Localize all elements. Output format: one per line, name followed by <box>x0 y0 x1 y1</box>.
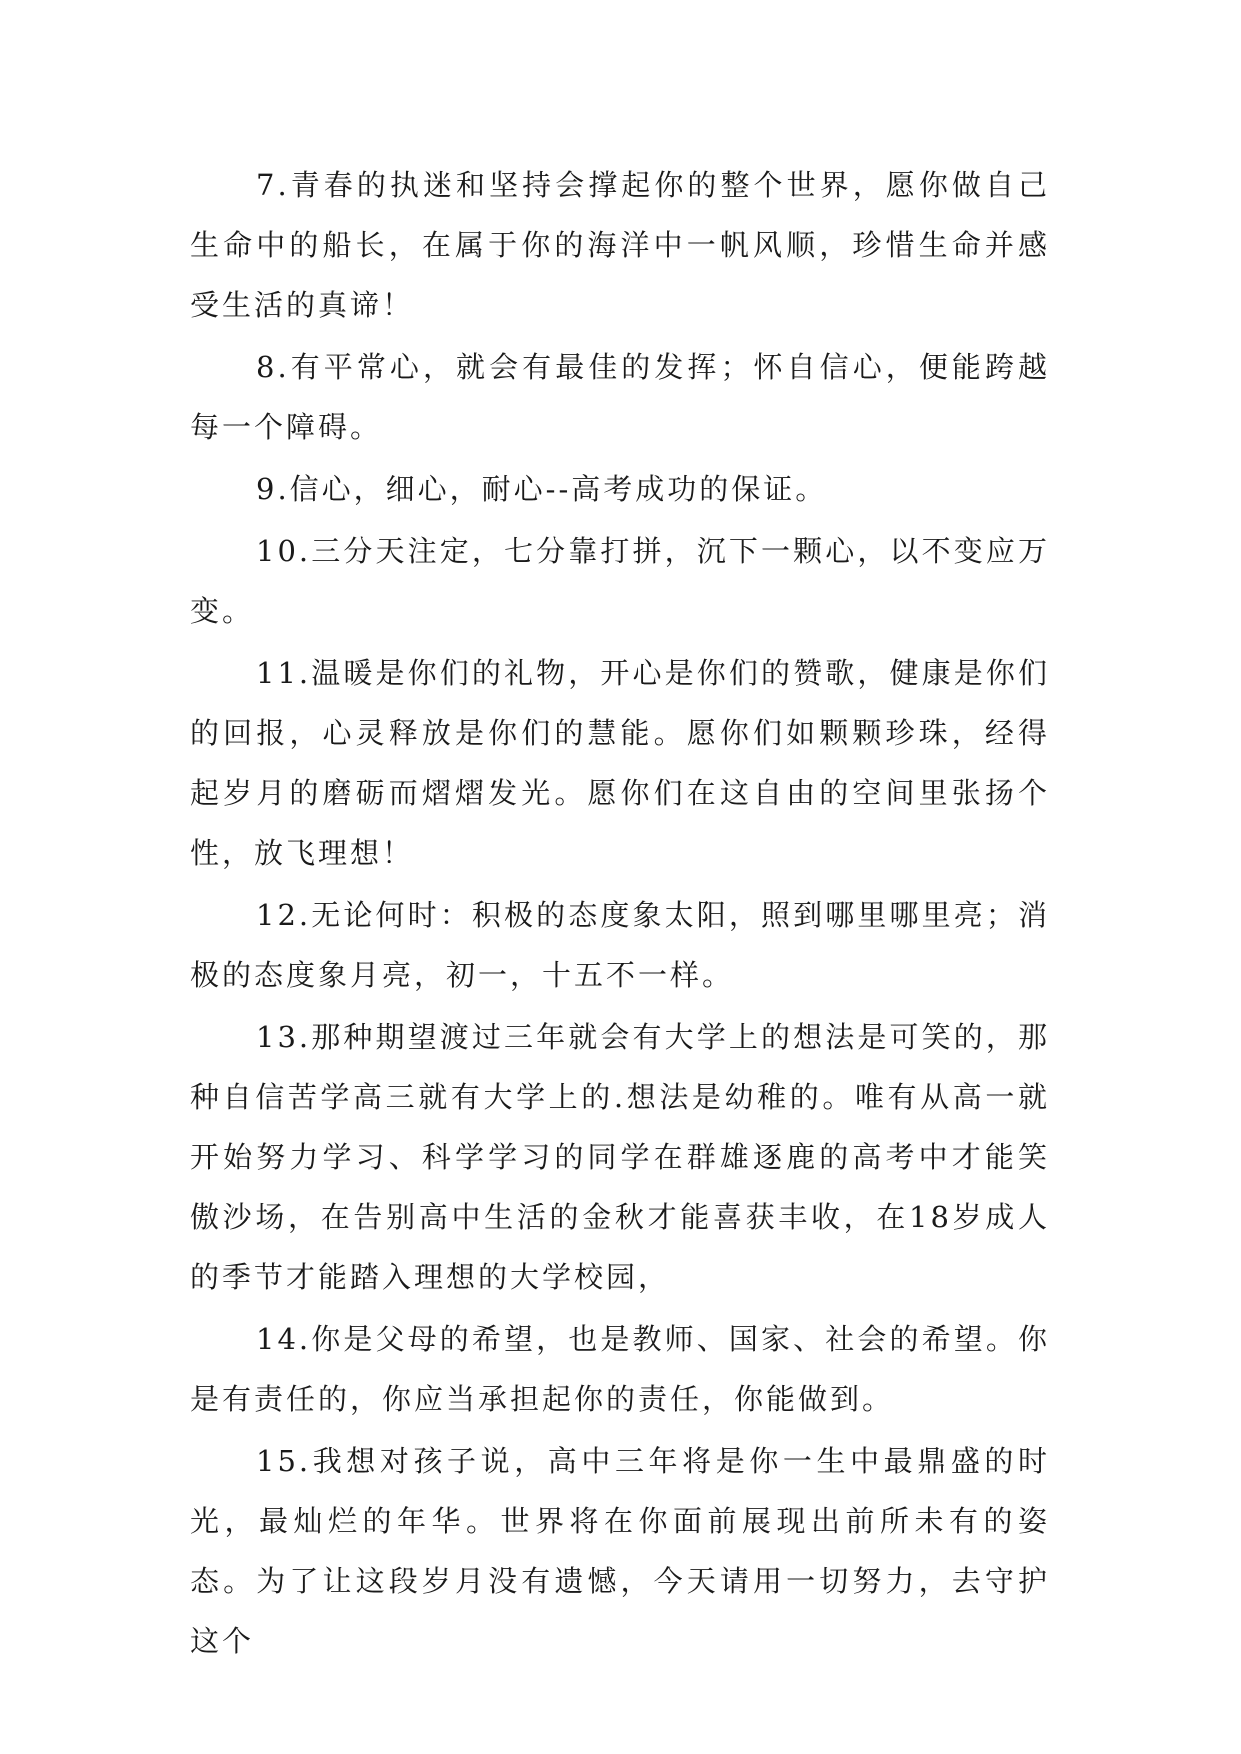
paragraph-11: 11.温暖是你们的礼物，开心是你们的赞歌，健康是你们的回报，心灵释放是你们的慧能。愿你们如颗颗珍珠，经得起岁月的磨砺而熠熠发光。愿你们在这自由的空间里张扬个性，放飞理想！ <box>190 656 1050 870</box>
paragraph-10: 10.三分天注定，七分靠打拼，沉下一颗心，以不变应万变。 <box>190 534 1050 628</box>
paragraph-9: 9.信心，细心，耐心--高考成功的保证。 <box>256 472 828 506</box>
paragraph-15: 15.我想对孩子说，高中三年将是你一生中最鼎盛的时光，最灿烂的年华。世界将在你面前展现出前所未有的姿态。为了让这段岁月没有遗憾，今天请用一切努力，去守护这个 <box>190 1444 1050 1658</box>
paragraph-12: 12.无论何时：积极的态度象太阳，照到哪里哪里亮；消极的态度象月亮，初一，十五不一样。 <box>190 898 1050 992</box>
paragraph-8: 8.有平常心，就会有最佳的发挥；怀自信心，便能跨越每一个障碍。 <box>190 350 1050 444</box>
paragraph-13: 13.那种期望渡过三年就会有大学上的想法是可笑的，那种自信苦学高三就有大学上的.想法是幼稚的。唯有从高一就开始努力学习、科学学习的同学在群雄逐鹿的高考中才能笑傲沙场，在告别高中生活的金秋才能喜获丰收，在18岁成人的季节才能踏入理想的大学校园， <box>190 1020 1050 1294</box>
paragraph-14: 14.你是父母的希望，也是教师、国家、社会的希望。你是有责任的，你应当承担起你的责任，你能做到。 <box>190 1322 1050 1416</box>
document-page <box>190 155 1050 1673</box>
paragraph-7: 7.青春的执迷和坚持会撑起你的整个世界，愿你做自己生命中的船长，在属于你的海洋中一帆风顺，珍惜生命并感受生活的真谛！ <box>190 168 1050 322</box>
